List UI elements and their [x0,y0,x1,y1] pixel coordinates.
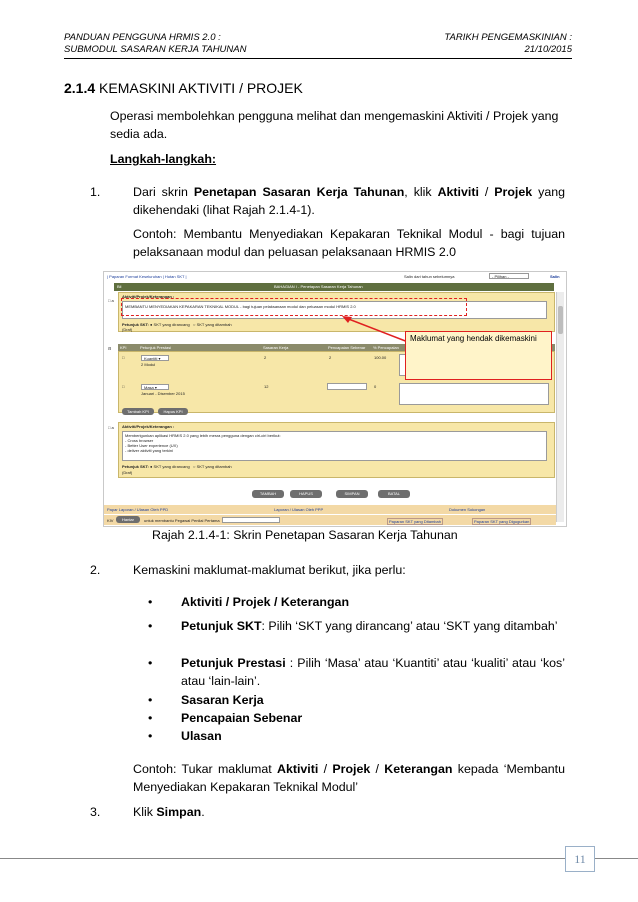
top-links: | Paparan Format Keseluruhan | Hutan SKT | [107,274,187,279]
row1-type-select[interactable]: Kuantiti ▾ [141,355,169,361]
kpi-header: KPI Petunjuk Prestasi Sasaran Kerja Pencapaian Sebenar % Pencapaian [118,344,555,351]
bullet-1-text: Aktiviti / Projek / Keterangan [181,595,350,609]
scrollbar[interactable] [556,292,564,522]
submit-button[interactable]: Hantar [116,516,140,523]
activity-textarea-1[interactable]: MEMBANTU MENYEDIAKAN KEPAKARAN TEKNIKAL MODUL - bagi tujuan pelaksanaan modul dan peluasan modul HRMIS 2.0 [122,301,547,319]
link-skt-digugurkan[interactable]: Paparan SKT yang Digugurkan [474,519,530,524]
header-date: 21/10/2015 [524,44,572,55]
step2-number: 2. [90,563,101,577]
header-doc-title: PANDUAN PENGGUNA HRMIS 2.0 : [64,32,221,43]
cancel-button[interactable]: BATAL [378,490,410,498]
footer-rule [0,858,638,859]
delete-kpi-button[interactable]: Hapus KPI [158,408,188,415]
footer-submit-bar: KIV Hantar untuk membantu Pegawai Penilai Pertama Paparan SKT yang Ditambah Paparan SKT yang Digugurkan [104,515,556,525]
step2-text: Kemaskini maklumat-maklumat berikut, jika perlu: [133,563,406,577]
bullet-3-text: Petunjuk Prestasi : Pilih ‘Masa’ atau ‘Kuantiti’ atau ‘kualiti’ atau ‘kos’ atau ‘lain-lain’. [181,656,566,688]
copy-year-select[interactable]: - Pilihan - [489,273,529,279]
scrollbar-thumb[interactable] [558,306,563,334]
bullet-2: • [148,619,153,633]
link-format-keseluruhan[interactable]: Paparan Format Keseluruhan [109,274,162,279]
section-heading [64,80,303,96]
kpi-table: □ Kuantiti ▾ 2 Modul 2 2 100.00 □ Masa ▾ Januari - Disember 2015 12 0 [118,351,555,413]
link-skt-ditambah[interactable]: Paparan SKT yang Ditambah [389,519,441,524]
link-hutan-skt[interactable]: Hutan SKT [164,274,185,279]
delete-button[interactable]: HAPUS [290,490,322,498]
step1-example: Contoh: Membantu Menyediakan Kepakaran Teknikal Modul - bagi tujuan pelaksanaan modul dan peluasan pelaksanaan HRMIS 2.0 [133,227,565,259]
section-number: 2.1.4 [64,80,96,96]
footer-links-bar [104,505,556,514]
callout-box: Maklumat yang hendak dikemaskini [405,331,552,380]
bullet-3: • [148,656,153,670]
header-submodule: SUBMODUL SASARAN KERJA TAHUNAN [64,44,247,55]
row2-pencapaian-input[interactable] [327,383,367,390]
page-number: 11 [565,846,595,872]
bullet-5: • [148,711,153,725]
copy-button[interactable]: Salin [550,274,560,279]
ppp-select[interactable] [222,517,280,523]
header-rule [64,58,572,59]
step1-text: Dari skrin Penetapan Sasaran Kerja Tahunan, klik Aktiviti / Projek yang dikehendaki (lihat Rajah 2.1.4-1). [133,185,565,217]
header-right [400,32,572,56]
add-button[interactable]: TAMBAH [252,490,284,498]
link-laporan-ppp[interactable]: Laporan / Ulasan Oleh PPP [274,507,324,512]
bullet-2-text: Petunjuk SKT: Pilih ‘SKT yang dirancang’ atau ‘SKT yang ditambah’ [181,619,558,633]
bullet-5-text: Pencapaian Sebenar [181,711,303,725]
screenshot-figure: | Paparan Format Keseluruhan | Hutan SKT | Salin dari tahun sebelumnya - Pilihan - Salin Bil BAHAGIAN I - Penetapan Sasaran Kerja Tahunan Aktiviti/Projek/Keterangan : MEMBANTU MENYEDIAKAN KEPAKARAN TEKNIKAL MODUL - bagi tujuan pelaksanaan modul dan peluasan modul HRMIS 2.0 Petunjuk SKT: ● SKT yang dirancang ○ SKT yang ditambah (Draf) □ a KPI Petunjuk Prestasi Sasaran Kerja Pencapaian Sebenar % Pencapaian □ Kuantiti ▾ 2 Modul 2 2 100.00 □ Masa ▾ Januari - Disember 2015 12 0 ⊟ Tambah KPI Hapus KPI □ a Aktiviti/Projek/Keterangan : Memberigunkan aplikasi HRMIS 2.0 yang lebih mesra pengguna dengan ciri-ciri berikut: - Cross browser - Better User experience (UX) - deliver aktiviti yang terkini Petunjuk SKT: ● SKT yang dirancang ○ SKT yang ditambah (Draf) TAMBAH HAPUS SIMPAN BATAL Papar Laporan / Ulasan Oleh PPD Laporan / Ulasan Oleh PPP Dokumen Sokongan KIV Hantar untuk membantu Pegawai Penilai Pertama Paparan SKT yang Ditambah Paparan SKT yang Digugurkan [103,271,567,527]
link-laporan-ppd[interactable]: Papar Laporan / Ulasan Oleh PPD [107,507,169,512]
header-left [64,32,246,56]
activity-panel-1: Aktiviti/Projek/Keterangan : MEMBANTU MENYEDIAKAN KEPAKARAN TEKNIKAL MODUL - bagi tujuan pelaksanaan modul dan peluasan modul HRMIS 2.0 Petunjuk SKT: ● SKT yang dirancang ○ SKT yang ditambah (Draf) [118,292,555,332]
step2-example: Contoh: Tukar maklumat Aktiviti / Projek / Keterangan kepada ‘Membantu Menyediakan Kepakaran Teknikal Modul’ [133,762,566,794]
header-date-label: TARIKH PENGEMASKINIAN : [444,32,572,43]
row2-type-select[interactable]: Masa ▾ [141,384,169,390]
activity-panel-2: Aktiviti/Projek/Keterangan : Memberigunkan aplikasi HRMIS 2.0 yang lebih mesra pengguna dengan ciri-ciri berikut: - Cross browser - Better User experience (UX) - deliver aktiviti yang terkini Petunjuk SKT: ● SKT yang dirancang ○ SKT yang ditambah (Draf) [118,422,555,478]
intro-paragraph: Operasi membolehkan pengguna melihat dan mengemaskini Aktiviti / Projek yang sedia ada. [110,109,559,141]
bullet-6: • [148,729,153,743]
steps-heading: Langkah-langkah: [110,152,217,166]
link-dokumen-sokongan[interactable]: Dokumen Sokongan [449,507,486,512]
step1-number: 1. [90,185,101,199]
step3-text: Klik Simpan. [133,805,205,819]
bullet-1: • [148,595,153,609]
bullet-4: • [148,693,153,707]
copy-year-label: Salin dari tahun sebelumnya [404,274,455,279]
section-title: KEMASKINI AKTIVITI / PROJEK [99,80,303,96]
bullet-6-text: Ulasan [181,729,222,743]
step3-number: 3. [90,805,101,819]
title-bar-text: BAHAGIAN I - Penetapan Sasaran Kerja Tahunan [274,284,363,289]
add-kpi-button[interactable]: Tambah KPI [122,408,154,415]
save-button[interactable]: SIMPAN [336,490,368,498]
activity-textarea-2[interactable]: Memberigunkan aplikasi HRMIS 2.0 yang lebih mesra pengguna dengan ciri-ciri berikut: - Cross browser - Better User experience (UX) - deliver aktiviti yang terkini [122,431,547,461]
figure-caption: Rajah 2.1.4-1: Skrin Penetapan Sasaran Kerja Tahunan [152,528,458,542]
title-bar: Bil BAHAGIAN I - Penetapan Sasaran Kerja Tahunan [114,283,554,291]
row2-ulasan[interactable] [399,383,549,405]
bullet-4-text: Sasaran Kerja [181,693,264,707]
